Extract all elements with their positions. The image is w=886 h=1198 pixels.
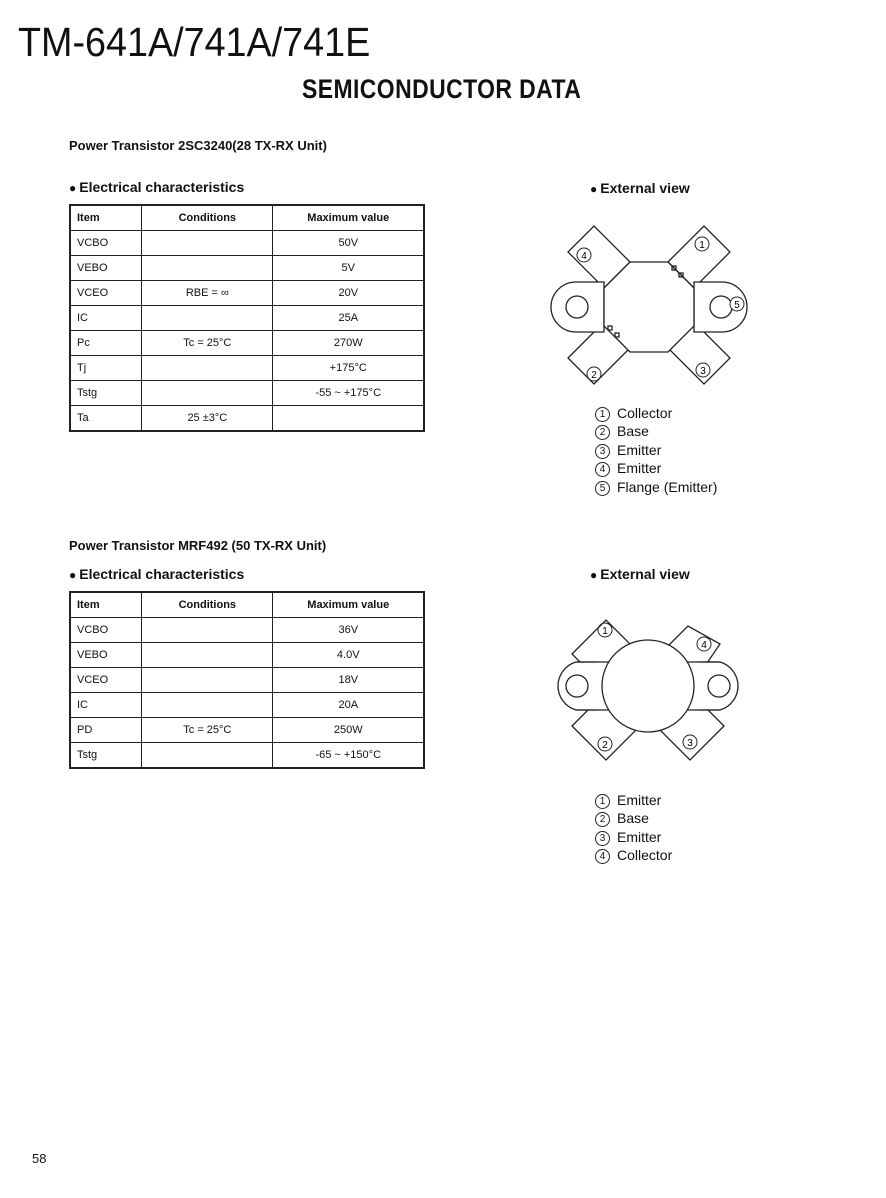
- cell-conditions: [142, 256, 273, 281]
- cell-item: IC: [70, 306, 142, 331]
- pin-2-label: 2: [591, 370, 597, 381]
- cell-max-value: 250W: [273, 718, 424, 743]
- pin-number: 4: [595, 462, 610, 477]
- cell-max-value: 18V: [273, 668, 424, 693]
- table-row: [70, 693, 424, 718]
- table-row: [70, 281, 424, 306]
- header-item: Item: [70, 205, 142, 231]
- pin-number: 1: [595, 407, 610, 422]
- transistor1-ext-heading: [590, 180, 690, 196]
- header-conditions: Conditions: [142, 592, 273, 618]
- transistor2-spec-table: [69, 591, 425, 769]
- header-item: Item: [70, 592, 142, 618]
- pin-label: Collector: [617, 847, 673, 864]
- header-max-value: Maximum value: [273, 592, 424, 618]
- cell-conditions: [142, 693, 273, 718]
- list-item: [595, 441, 717, 459]
- pin-label: Base: [617, 810, 649, 827]
- cell-conditions: [142, 231, 273, 256]
- pin-label: Emitter: [617, 792, 662, 808]
- cell-item: Pc: [70, 331, 142, 356]
- cell-max-value: 50V: [273, 231, 424, 256]
- pin-number: 1: [595, 794, 610, 809]
- cell-conditions: [142, 618, 273, 643]
- table-row: [70, 381, 424, 406]
- pin-label: Emitter: [617, 460, 662, 477]
- section-title: SEMICONDUCTOR DATA: [302, 74, 582, 104]
- table-row: [70, 618, 424, 643]
- bullet-icon: ●: [69, 568, 77, 582]
- document-title: TM-641A/741A/741E: [18, 19, 371, 65]
- cell-conditions: [142, 668, 273, 693]
- header-max-value: Maximum value: [273, 205, 424, 231]
- cell-max-value: 270W: [273, 331, 424, 356]
- transistor1-elec-heading-text: Electrical characteristics: [79, 179, 245, 195]
- cell-item: VCEO: [70, 668, 142, 693]
- cell-max-value: [273, 406, 424, 432]
- table-header-row: [70, 592, 424, 618]
- list-item: [595, 809, 672, 827]
- transistor2-elec-heading-text: Electrical characteristics: [79, 566, 245, 582]
- pin-number: 4: [595, 849, 610, 864]
- cell-conditions: [142, 643, 273, 668]
- transistor1-elec-heading: [69, 179, 244, 195]
- transistor2-package-diagram: [548, 610, 748, 770]
- transistor2-pin-list: [595, 791, 672, 865]
- transistor1-title: Power Transistor 2SC3240(28 TX-RX Unit): [69, 138, 327, 153]
- pin-label: Emitter: [617, 441, 662, 458]
- table-row: [70, 718, 424, 743]
- cell-item: VEBO: [70, 256, 142, 281]
- list-item: [595, 828, 672, 846]
- pin-label: Base: [617, 423, 649, 440]
- transistor2-ext-heading: [590, 566, 690, 582]
- list-item: [595, 422, 717, 440]
- transistor2-title: Power Transistor MRF492 (50 TX-RX Unit): [69, 538, 327, 553]
- pin-4-label: 4: [701, 640, 707, 651]
- bullet-icon: ●: [69, 181, 77, 195]
- table-row: [70, 331, 424, 356]
- cell-max-value: 5V: [273, 256, 424, 281]
- list-item: [595, 404, 717, 422]
- bullet-icon: ●: [590, 568, 598, 582]
- pin-3-label: 3: [687, 738, 693, 749]
- transistor1-pin-list: [595, 404, 717, 496]
- cell-max-value: 20V: [273, 281, 424, 306]
- cell-conditions: [142, 356, 273, 381]
- cell-conditions: [142, 743, 273, 769]
- cell-max-value: 36V: [273, 618, 424, 643]
- cell-conditions: Tc = 25°C: [142, 718, 273, 743]
- table-header-row: [70, 205, 424, 231]
- pin-1-label: 1: [602, 626, 608, 637]
- list-item: [595, 846, 672, 864]
- transistor1-spec-table: [69, 204, 425, 432]
- pin-2-label: 2: [602, 740, 608, 751]
- table-row: [70, 643, 424, 668]
- pin-label: Emitter: [617, 828, 662, 845]
- table-row: [70, 668, 424, 693]
- table-row: [70, 406, 424, 432]
- table-row: [70, 743, 424, 769]
- table-row: [70, 256, 424, 281]
- pin-3-label: 3: [700, 366, 706, 377]
- list-item: [595, 791, 672, 809]
- transistor2-elec-heading: [69, 566, 244, 582]
- pin-label: Flange (Emitter): [617, 478, 718, 495]
- pin-label: Collector: [617, 405, 673, 421]
- cell-item: Tstg: [70, 743, 142, 769]
- cell-conditions: Tc = 25°C: [142, 331, 273, 356]
- cell-conditions: 25 ±3°C: [142, 406, 273, 432]
- transistor1-package-diagram: [548, 222, 748, 392]
- table-row: [70, 306, 424, 331]
- cell-item: PD: [70, 718, 142, 743]
- table-row: [70, 231, 424, 256]
- list-item: [595, 478, 717, 496]
- pin-4-label: 4: [581, 251, 587, 262]
- cell-max-value: -55 ~ +175°C: [273, 381, 424, 406]
- cell-item: Ta: [70, 406, 142, 432]
- transistor2-ext-heading-text: External view: [600, 566, 690, 582]
- cell-max-value: +175°C: [273, 356, 424, 381]
- pin-number: 2: [595, 425, 610, 440]
- pin-1-label: 1: [699, 240, 705, 251]
- cell-max-value: -65 ~ +150°C: [273, 743, 424, 769]
- cell-item: IC: [70, 693, 142, 718]
- cell-max-value: 20A: [273, 693, 424, 718]
- cell-max-value: 4.0V: [273, 643, 424, 668]
- cell-max-value: 25A: [273, 306, 424, 331]
- table-row: [70, 356, 424, 381]
- pin-number: 3: [595, 444, 610, 459]
- pin-number: 5: [595, 481, 610, 496]
- cell-conditions: [142, 381, 273, 406]
- page-number: 58: [32, 1151, 47, 1166]
- cell-conditions: [142, 306, 273, 331]
- cell-item: VCEO: [70, 281, 142, 306]
- bullet-icon: ●: [590, 182, 598, 196]
- header-conditions: Conditions: [142, 205, 273, 231]
- list-item: [595, 459, 717, 477]
- pin-5-label: 5: [734, 300, 740, 311]
- cell-item: Tstg: [70, 381, 142, 406]
- cell-item: VEBO: [70, 643, 142, 668]
- cell-item: VCBO: [70, 231, 142, 256]
- pin-number: 3: [595, 831, 610, 846]
- cell-item: Tj: [70, 356, 142, 381]
- cell-item: VCBO: [70, 618, 142, 643]
- cell-conditions: RBE = ∞: [142, 281, 273, 306]
- pin-number: 2: [595, 812, 610, 827]
- transistor1-ext-heading-text: External view: [600, 180, 690, 196]
